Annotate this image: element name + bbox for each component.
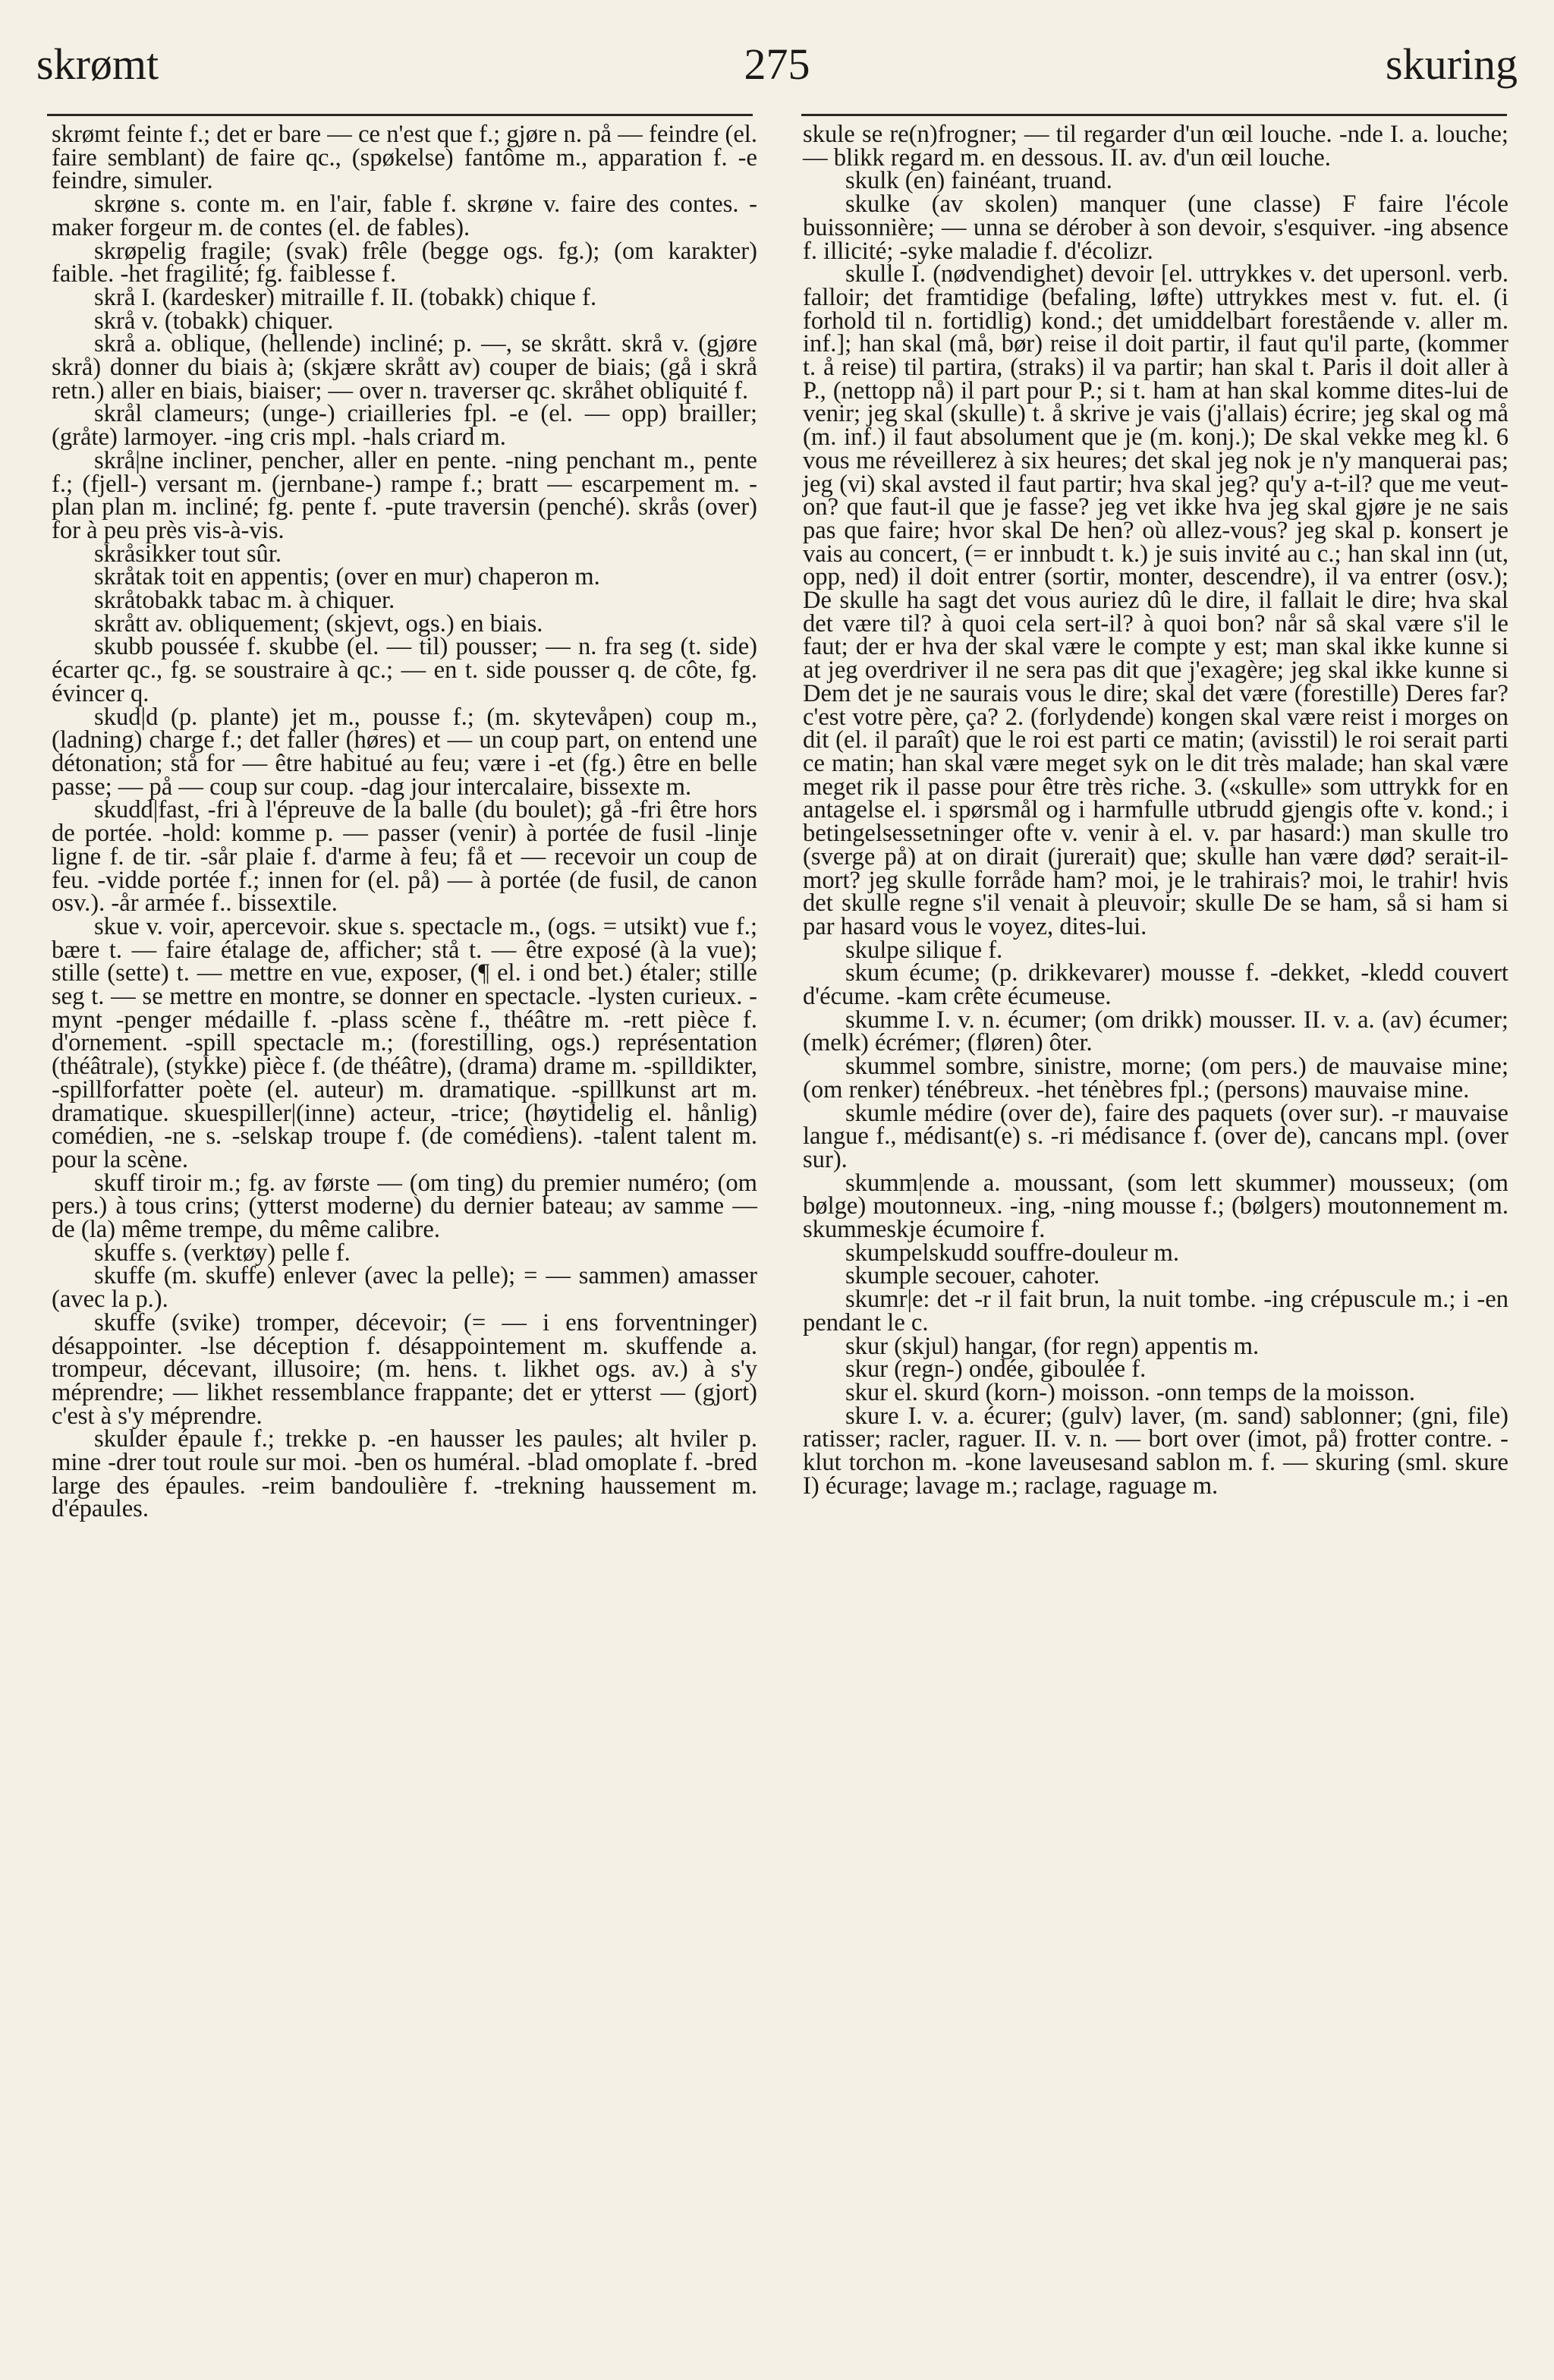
dictionary-entry: skudd|fast, -fri à l'épreuve de la balle (du boulet); gå -fri être hors de portée. -hold: komme p. — passer (venir) à portée de fusil -linje ligne f. de tir. -sår plaie f. d'arme à feu; få et — recevoir un coup de feu. -vidde portée f.; innen for (el. på) — à portée (de fusil, de canon osv.). -år armée f.. bissextile. (52, 796, 757, 918)
left-header-rule (47, 114, 753, 116)
dictionary-entry: skur (regn-) ondée, giboulée f. (845, 1355, 1147, 1384)
dictionary-entry: skure I. v. a. écurer; (gulv) laver, (m. sand) sablonner; (gni, file) ratisser; racler, raguer. II. v. n. — bort over (imot, på) frotter contre. -klut torchon m. -kone laveusesand sablon m. f. — skuring (sml. skure I) écurage; lavage m.; raclage, raguage m. (803, 1402, 1508, 1500)
dictionary-entry: skule se re(n)frogner; — til regarder d'un œil louche. -nde I. a. louche; — blikk regard m. en dessous. II. av. d'un œil louche. (803, 121, 1508, 172)
dictionary-entry: skrått av. obliquement; (skjevt, ogs.) en biais. (94, 609, 543, 638)
right-running-headword: skuring (1386, 39, 1518, 89)
dictionary-entry: skum écume; (p. drikkevarer) mousse f. -dekket, -kledd couvert d'écume. -kam crête écumeuse. (803, 959, 1508, 1011)
dictionary-entry: skulke (av skolen) manquer (une classe) F faire l'école buissonnière; — unna se dérober à son devoir, s'esquiver. -ing absence f. illicité; -syke maladie f. d'écolizr. (803, 190, 1508, 265)
dictionary-entry: skumpelskudd souffre-douleur m. (845, 1239, 1180, 1267)
dictionary-entry: skumm|ende a. moussant, (som lett skummer) mousseux; (om bølge) moutonneux. -ing, -ning mousse f.; (bølgers) moutonnement m. skummeskje écumoire f. (803, 1169, 1508, 1244)
dictionary-entry: skur (skjul) hangar, (for regn) appentis m. (845, 1332, 1260, 1360)
dictionary-entry: skumr|e: det -r il fait brun, la nuit tombe. -ing crépuscule m.; i -en pendant le c. (803, 1286, 1508, 1336)
dictionary-entry: skumple secouer, cahoter. (845, 1262, 1100, 1290)
dictionary-entry: skrål clameurs; (unge-) criailleries fpl. -e (el. — opp) brailler; (gråte) larmoyer. -ing cris mpl. -hals criard m. (52, 400, 757, 452)
dictionary-entry: skud|d (p. plante) jet m., pousse f.; (m. skytevåpen) coup m., (ladning) charge f.; det faller (høres) et — un coup part, on entend une détonation; stå for — être habitué au feu; være i -et (fg.) être en belle passe; — på — coup sur coup. -dag jour intercalaire, bissexte m. (52, 703, 757, 801)
dictionary-entry: skulder épaule f.; trekke p. -en hausser les paules; alt hviler p. mine -drer tout roule sur moi. -ben os huméral. -blad omoplate f. -bred large des épaules. -reim bandoulière f. -trekning haussement m. d'épaules. (52, 1425, 757, 1523)
dictionary-entry: skrå v. (tobakk) chiquer. (94, 307, 334, 335)
page-header (36, 30, 1518, 99)
dictionary-entry: skrømt feinte f.; det er bare — ce n'est que f.; gjøre n. på — feindre (el. faire semblant) de faire qc., (spøkelse) fantôme m., apparation f. -e feindre, simuler. (52, 121, 757, 195)
left-running-headword: skrømt (36, 39, 159, 89)
dictionary-entry: skummel sombre, sinistre, morne; (om pers.) de mauvaise mine; (om renker) ténébreux. -het ténèbres fpl.; (persons) mauvaise mine. (803, 1053, 1508, 1103)
dictionary-entry: skråsikker tout sûr. (94, 540, 282, 568)
dictionary-entry: skuff tiroir m.; fg. av første — (om ting) du premier numéro; (om pers.) à tous crins; (ytterst moderne) du dernier bateau; av samme — de (la) même trempe, du même calibre. (52, 1169, 757, 1244)
right-column (803, 121, 1508, 1500)
dictionary-entry: skulk (en) fainéant, truand. (845, 167, 1112, 195)
dictionary-entry: skur el. skurd (korn-) moisson. -onn temps de la moisson. (845, 1378, 1416, 1406)
dictionary-entry: skuffe s. (verktøy) pelle f. (94, 1239, 351, 1267)
dictionary-entry: skubb poussée f. skubbe (el. — til) pousser; — n. fra seg (t. side) écarter qc., fg. se soustraire à qc.; — en t. side pousser q. de côte, fg. évincer q. (52, 633, 757, 707)
dictionary-entry: skrå|ne incliner, pencher, aller en pente. -ning penchant m., pente f.; (fjell-) versant m. (jernbane-) rampe f.; bratt — escarpement m. -plan plan m. incliné; fg. pente f. -pute traversin (penché). skrås (over) for à peu près vis-à-vis. (52, 446, 757, 544)
dictionary-entry: skråtak toit en appentis; (over en mur) chaperon m. (94, 563, 600, 591)
dictionary-entry: skumme I. v. n. écumer; (om drikk) mousser. II. v. a. (av) écumer; (melk) écrémer; (fløren) ôter. (803, 1006, 1508, 1057)
dictionary-entry: skulpe silique f. (845, 936, 1003, 964)
dictionary-entry: skumle médire (over de), faire des paquets (over sur). -r mauvaise langue f., médisant(e) s. -ri médisance f. (over de), cancans mpl. (over sur). (803, 1099, 1508, 1173)
dictionary-entry: skrøne s. conte m. en l'air, fable f. skrøne v. faire des contes. -maker forgeur m. de contes (el. de fables). (52, 190, 757, 241)
right-header-rule (801, 114, 1507, 116)
dictionary-entry: skulle I. (nødvendighet) devoir [el. uttrykkes v. det upersonl. verb. falloir; det framtidige (befaling, løfte) uttrykkes mest v. fut. el. (i forhold til n. fortidlig) kond.; det umiddelbart forestående v. aller m. inf.]; han skal (må, bør) reise il doit partir, il faut qu'il parte, (kommer t. å reise) til partira, (straks) il va partir; han skal t. Paris il doit aller à P., (nettopp nå) il part pour P.; si t. ham at han skal komme dites-lui de venir; jeg skal (skulle) t. å skrive je vais (j'allais) écrire; jeg skal og må (m. inf.) il faut absolument que je (m. konj.); De skal vekke meg kl. 6 vous me réveillerez à six heures; det skal jeg nok je n'y manquerai pas; jeg (vi) skal avsted il faut partir; hva skal jeg? qu'y a-t-il? que me veut-on? que faut-il que je fasse? jeg vet ikke hva jeg skal gjøre je ne sais pas que faire; hvor skal De hen? où allez-vous? jeg skal p. konsert je vais au concert, (= er innbudt t. k.) je suis invité au c.; han skal inn (ut, opp, ned) il doit entrer (sortir, monter, descendre), il va entrer (osv.); De skulle ha sagt det vous auriez dû le dire, il fallait le dire; hva skal det være til? à quoi cela sert-il? à quoi bon? når så skal være s'il le faut; der er hva der skal være le compte y est; man skal ikke kunne si at jeg overdriver il ne sera pas dit que j'exagère; jeg skal ikke kunne si Dem det je ne saurais vous le dire; skal det være (forestille) Deres far? c'est votre père, ça? 2. (forlydende) kongen skal være reist i morges on dit (el. il paraît) que le roi est parti ce matin; (avisstil) le roi serait parti ce matin; han skal være meget syk on le dit très malade; han skal være meget rik il passe pour être très riche. 3. («skulle» som uttrykk for en antagelse el. i spørsmål og i harmfulle utbrudd gjengis ofte v. kond.; i betingelsessetninger ofte v. venir à el. v. par hasard:) man skulle tro (sverge på) at on dirait (jurerait) que; skulle han være død? serait-il-mort? jeg skulle forråde ham? moi, je le trahirais? moi, le trahir! hvis det skulle regne s'il venait à pleuvoir; skulle De se ham, så si ham si par hasard vous le voyez, dites-lui. (803, 260, 1508, 940)
dictionary-entry: skrøpelig fragile; (svak) frêle (begge ogs. fg.); (om karakter) faible. -het fragilité; fg. faiblesse f. (52, 237, 757, 288)
dictionary-entry: skrå I. (kardesker) mitraille f. II. (tobakk) chique f. (94, 283, 597, 311)
page-number: 275 (744, 39, 810, 89)
dictionary-entry: skrå a. oblique, (hellende) incliné; p. —, se skrått. skrå v. (gjøre skrå) donner du biais à; (skjære skrått av) couper de biais; (gå i skrå retn.) aller en biais, biaiser; — over n. traverser qc. skråhet obliquité f. (52, 330, 757, 405)
dictionary-entry: skråtobakk tabac m. à chiquer. (94, 587, 395, 615)
dictionary-entry: skue v. voir, apercevoir. skue s. spectacle m., (ogs. = utsikt) vue f.; bære t. — faire étalage de, afficher; stå t. — être exposé (à la vue); stille (sette) t. — mettre en vue, exposer, (¶ el. i ond bet.) étaler; stille seg t. — se mettre en montre, se donner en spectacle. -lysten curieux. -mynt -penger médaille f. -plass scène f., théâtre m. -rett pièce f. d'ornement. -spill spectacle m.; (forestilling, ogs.) représentation (théâtrale), (stykke) pièce f. (de théâtre), (drama) drame m. -spilldikter, -spillforfatter poète (el. auteur) m. dramatique. -spillkunst art m. dramatique. skuespiller|(inne) acteur, -trice; (høytidelig el. hånlig) comédien, -ne s. -selskap troupe f. (de comédiens). -talent talent m. pour la scène. (52, 912, 757, 1173)
left-column (52, 123, 757, 1521)
dictionary-entry: skuffe (m. skuffe) enlever (avec la pelle); = — sammen) amasser (avec la p.). (52, 1262, 757, 1314)
dictionary-entry: skuffe (svike) tromper, décevoir; (= — i ens forventninger) désappointer. -lse déception f. désappointement m. skuffende a. trompeur, décevant, illusoire; (m. hens. t. likhet ogs. av.) à s'y méprendre; — likhet ressemblance frappante; det er ytterst — (gjort) c'est à s'y méprendre. (52, 1308, 757, 1430)
